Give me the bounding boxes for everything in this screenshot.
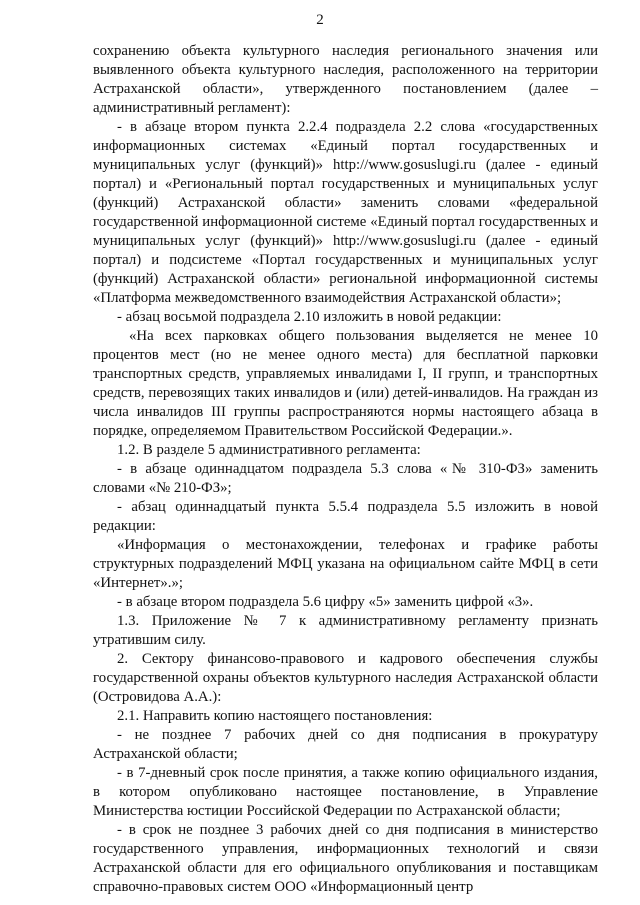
document-body	[93, 42, 598, 897]
paragraph: «На всех парковках общего пользования выделяется не менее 10 процентов мест (но не менее одного места) для бесплатной парковки транспортных средств, управляемых инвалидами I, II групп, и транспортных средств, перевозящих таких инвалидов и (или) детей-инвалидов. На граждан из числа инвалидов III группы распространяются нормы настоящего абзаца в порядке, определяемом Правительством Российской Федерации.».	[93, 328, 598, 439]
page-number: 2	[316, 12, 324, 28]
paragraph: - абзац восьмой подраздела 2.10 изложить в новой редакции:	[117, 309, 502, 325]
paragraph: - не позднее 7 рабочих дней со дня подписания в прокуратуру Астраханской области;	[93, 727, 598, 762]
paragraph: - в абзаце одиннадцатом подраздела 5.3 слова «№ 310-ФЗ» заменить словами «№ 210-ФЗ»;	[93, 461, 598, 496]
paragraph: 2.1. Направить копию настоящего постановления:	[117, 708, 433, 724]
paragraph: «Информация о местонахождении, телефонах и графике работы структурных подразделений МФЦ указана на официальном сайте МФЦ в сети «Интернет».»;	[93, 537, 598, 591]
paragraph: 2. Сектору финансово-правового и кадрового обеспечения службы государственной охраны объектов культурного наследия Астраханской области (Островидова А.А.):	[93, 651, 598, 705]
paragraph: - абзац одиннадцатый пункта 5.5.4 подраздела 5.5 изложить в новой редакции:	[93, 499, 598, 534]
paragraph: 1.3. Приложение № 7 к административному регламенту признать утратившим силу.	[93, 613, 598, 648]
paragraph: - в абзаце втором подраздела 5.6 цифру «5» заменить цифрой «3».	[117, 594, 534, 610]
paragraph: сохранению объекта культурного наследия регионального значения или выявленного объекта культурного наследия, расположенного на территории Астраханской области», утвержденного постановлением (далее – административный регламент):	[93, 43, 598, 116]
paragraph: 1.2. В разделе 5 административного регламента:	[117, 442, 421, 458]
paragraph: - в срок не позднее 3 рабочих дней со дня подписания в министерство государственного управления, информационных технологий и связи Астраханской области для его официального опубликования и поставщикам справочно-правовых систем ООО «Информационный центр	[93, 822, 598, 895]
paragraph: - в абзаце втором пункта 2.2.4 подраздела 2.2 слова «государственных информационных системах «Единый портал государственных и муниципальных услуг (функций)» http://www.gosuslugi.ru (далее - единый портал) и «Региональный портал государственных и муниципальных услуг (функций) Астраханской области» заменить словами «федеральной государственной информационной системе «Единый портал государственных и муниципальных услуг (функций)» http://www.gosuslugi.ru (далее - единый портал) и подсистеме «Портал государственных и муниципальных услуг (функций) Астраханской области» региональной информационной системы «Платформа межведомственного взаимодействия Астраханской области»;	[93, 119, 598, 306]
paragraph: - в 7-дневный срок после принятия, а также копию официального издания, в котором опубликовано настоящее постановление, в Управление Министерства юстиции Российской Федерации по Астраханской области;	[93, 765, 598, 819]
